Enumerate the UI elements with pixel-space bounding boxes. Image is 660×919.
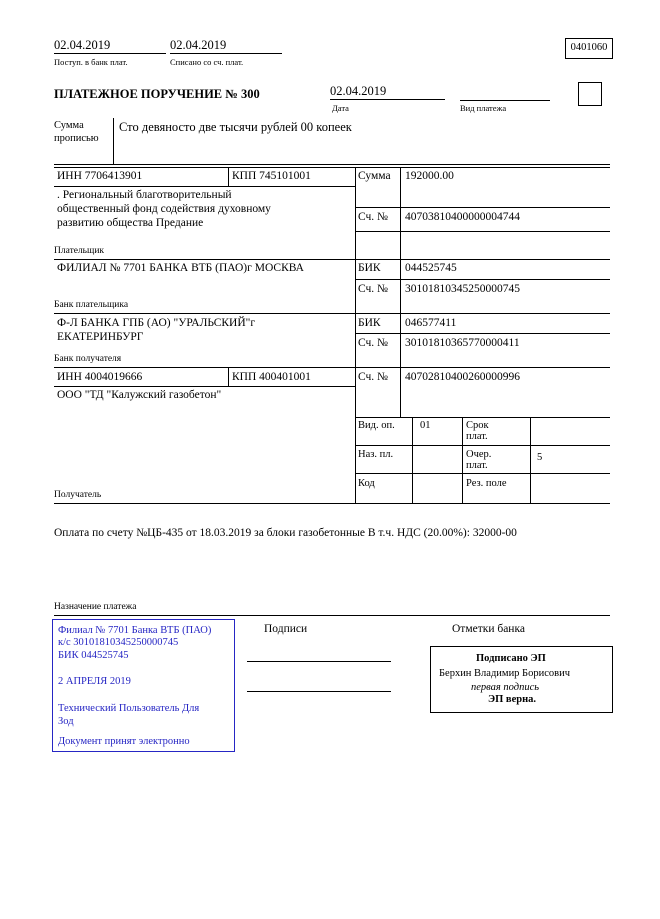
ocher-plat-value: 5 — [537, 452, 543, 463]
payee-bank-account-number: 30101810365770000411 — [405, 337, 520, 349]
payment-purpose-text: Оплата по счету №ЦБ-435 от 18.03.2019 за блоки газобетонные В т.ч. НДС (20.00%): 32000-00 — [54, 527, 517, 539]
bank-stamp-line: Технический Пользователь Для — [58, 703, 200, 714]
table-border — [530, 417, 531, 503]
table-border — [355, 167, 356, 503]
srok-plat-label-2: плат. — [466, 431, 488, 442]
payer-account-number: 40703810400000004744 — [405, 211, 520, 223]
status-box — [578, 82, 602, 106]
kod-label: Код — [358, 478, 375, 489]
payer-bank-name: ФИЛИАЛ № 7701 БАНКА ВТБ (ПАО)г МОСКВА — [57, 262, 304, 274]
table-border — [54, 503, 610, 504]
bank-electronic-stamp — [52, 619, 235, 752]
payee-name: ООО "ТД "Калужский газобетон" — [57, 389, 222, 401]
table-border — [355, 231, 610, 232]
document-date-value: 02.04.2019 — [330, 84, 387, 98]
table-border — [54, 367, 610, 368]
sum-value: 192000.00 — [405, 170, 454, 182]
payer-name-line2: общественный фонд содействия духовному — [57, 203, 271, 215]
payer-bank-section-label: Банк плательщика — [54, 300, 129, 310]
document-title: ПЛАТЕЖНОЕ ПОРУЧЕНИЕ № 300 — [54, 87, 260, 101]
table-border — [54, 186, 355, 187]
payer-account-label: Сч. № — [358, 211, 389, 223]
payee-inn: ИНН 4004019666 — [57, 371, 143, 383]
payee-bank-bik: 046577411 — [405, 317, 457, 329]
payee-bank-section-label: Банк получателя — [54, 354, 122, 364]
table-border — [462, 417, 463, 503]
amount-words-label-1: Сумма — [54, 120, 84, 131]
signatures-label: Подписи — [264, 623, 308, 635]
table-border — [355, 279, 610, 280]
table-border — [355, 417, 610, 418]
signature-line — [247, 691, 391, 692]
vid-op-label: Вид. оп. — [358, 420, 395, 431]
payee-section-label: Получатель — [54, 490, 102, 500]
signature-stamp-title: Подписано ЭП — [476, 653, 546, 664]
srok-plat-label-1: Срок — [466, 420, 489, 431]
table-border — [54, 386, 355, 387]
ocher-plat-label-1: Очер. — [466, 449, 492, 460]
table-border — [355, 333, 610, 334]
table-border — [228, 167, 229, 186]
payer-bank-bik-label: БИК — [358, 262, 381, 274]
date-received-value: 02.04.2019 — [54, 38, 111, 52]
payee-kpp: КПП 400401001 — [232, 371, 311, 383]
bank-marks-label: Отметки банка — [452, 623, 525, 635]
table-border — [355, 445, 610, 446]
amount-words-value: Сто девяносто две тысячи рублей 00 копеек — [119, 120, 352, 134]
table-border — [113, 118, 114, 164]
document-date-field — [330, 84, 445, 100]
table-border — [54, 259, 610, 260]
ocher-plat-label-2: плат. — [466, 460, 488, 471]
payment-type-label: Вид платежа — [460, 103, 507, 113]
table-border — [355, 473, 610, 474]
signature-line — [247, 661, 391, 662]
table-border — [355, 207, 610, 208]
payer-bank-bik: 044525745 — [405, 262, 457, 274]
naz-pl-label: Наз. пл. — [358, 449, 394, 460]
bank-stamp-line: Филиал № 7701 Банка ВТБ (ПАО) — [58, 625, 212, 636]
signature-stamp-role: первая подпись — [471, 682, 540, 693]
signature-stamp-verified: ЭП верна. — [488, 694, 537, 705]
payment-purpose-label: Назначение платежа — [54, 602, 137, 612]
amount-words-label-2: прописью — [54, 133, 99, 144]
bank-stamp-line: Зод — [58, 716, 74, 727]
bank-stamp-line: БИК 044525745 — [58, 650, 129, 661]
bank-stamp-line: Документ принят электронно — [58, 736, 190, 747]
payee-bank-bik-label: БИК — [358, 317, 381, 329]
payer-bank-account-number: 30101810345250000745 — [405, 283, 520, 295]
rez-pole-label: Рез. поле — [466, 478, 507, 489]
sum-label: Сумма — [358, 170, 391, 182]
signature-stamp-name: Берхин Владимир Борисович — [439, 668, 570, 679]
table-border — [400, 167, 401, 417]
date-debited-label: Списано со сч. плат. — [170, 57, 244, 67]
payee-account-label: Сч. № — [358, 371, 389, 383]
document-date-label: Дата — [332, 103, 349, 113]
payer-name-line3: развитию общества Предание — [57, 217, 204, 229]
table-border — [54, 167, 610, 168]
table-border — [412, 417, 413, 503]
payee-account-number: 40702810400260000996 — [405, 371, 520, 383]
payer-section-label: Плательщик — [54, 246, 105, 256]
payee-bank-name-line2: ЕКАТЕРИНБУРГ — [57, 331, 144, 343]
payment-type-field — [460, 84, 550, 101]
payee-bank-account-label: Сч. № — [358, 337, 389, 349]
payer-kpp: КПП 745101001 — [232, 170, 311, 182]
date-debited-value: 02.04.2019 — [170, 38, 227, 52]
table-border — [54, 164, 610, 165]
bank-stamp-line: к/с 30101810345250000745 — [58, 637, 179, 648]
date-received-field — [54, 38, 166, 54]
payer-bank-account-label: Сч. № — [358, 283, 389, 295]
date-debited-field — [170, 38, 282, 54]
table-border — [54, 615, 610, 616]
table-border — [54, 313, 610, 314]
table-border — [228, 367, 229, 386]
payer-name-line1: . Региональный благотворительный — [57, 189, 232, 201]
date-received-label: Поступ. в банк плат. — [54, 57, 128, 67]
form-code-box: 0401060 — [565, 38, 613, 59]
signature-stamp-box — [430, 646, 613, 713]
payer-inn: ИНН 7706413901 — [57, 170, 143, 182]
payee-bank-name-line1: Ф-Л БАНКА ГПБ (АО) "УРАЛЬСКИЙ"г — [57, 317, 256, 329]
vid-op-value: 01 — [420, 420, 431, 431]
bank-stamp-line: 2 АПРЕЛЯ 2019 — [58, 676, 131, 687]
